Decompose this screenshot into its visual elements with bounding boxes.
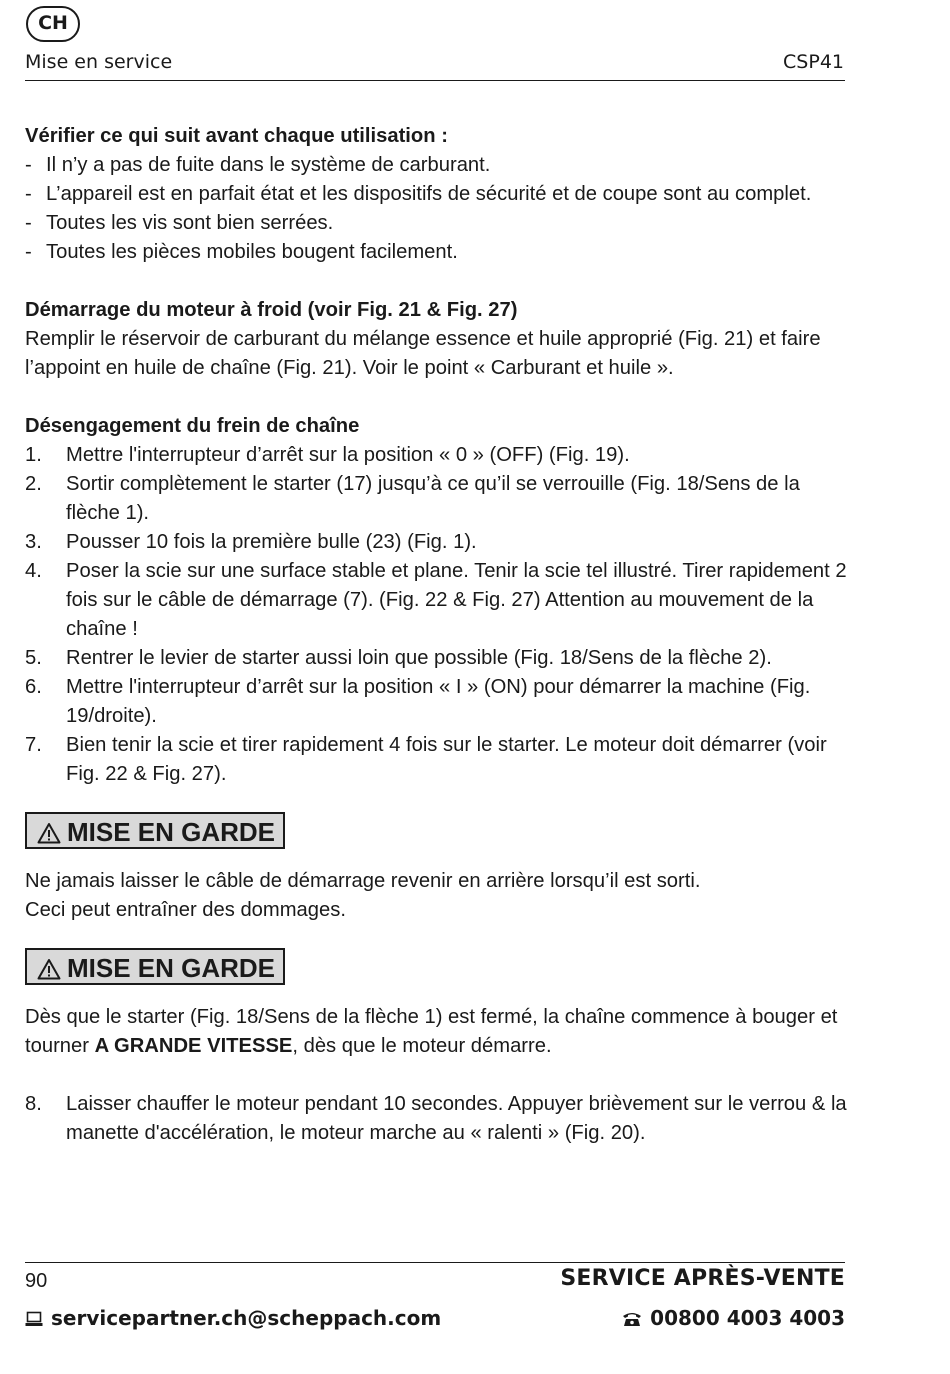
cold-start-text: Remplir le réservoir de carburant du mélange essence et huile approprié (Fig. 21) et faire l’appoint en huile de chaîne (Fig. 21). Voir le point « Carburant et huile ». (25, 328, 821, 379)
warning-text: Ne jamais laisser le câble de démarrage revenir en arrière lorsqu’il est sorti. (25, 870, 701, 892)
check-heading: Vérifier ce qui suit avant chaque utilisation : (25, 125, 448, 147)
warning-text: Dès que le starter (Fig. 18/Sens de la flèche 1) est fermé, la chaîne commence à bouger et tourner A GRANDE VITESSE, dès que le moteur démarre. (25, 1006, 838, 1057)
section-title: Mise en service (25, 51, 173, 73)
step-item: 4. Poser la scie sur une surface stable et plane. Tenir la scie tel illustré. Tirer rapidement 2 fois sur le câble de démarrage (7). (Fig. 22 & Fig. 27) Attention au mouvement de la chaîne ! (25, 560, 847, 640)
main-content (25, 122, 847, 1148)
brake-heading: Désengagement du frein de chaîne (25, 415, 360, 437)
model-name: CSP41 (783, 51, 844, 73)
computer-icon (25, 1311, 43, 1327)
step-item: 7. Bien tenir la scie et tirer rapidement 4 fois sur le starter. Le moteur doit démarrer (voir Fig. 22 & Fig. 27). (25, 734, 827, 785)
check-item: - Il n’y a pas de fuite dans le système de carburant. (25, 154, 491, 176)
service-email[interactable]: servicepartner.ch@scheppach.com (25, 1306, 441, 1330)
page-number: 90 (25, 1270, 48, 1292)
country-badge: CH (26, 6, 80, 42)
warning-triangle-icon (37, 958, 61, 980)
service-phone[interactable]: 00800 4003 4003 (622, 1306, 845, 1330)
check-item: - Toutes les pièces mobiles bougent facilement. (25, 241, 458, 263)
footer-divider (25, 1262, 845, 1263)
step-item: 3. Pousser 10 fois la première bulle (23) (Fig. 1). (25, 531, 477, 553)
service-title: SERVICE APRÈS-VENTE (560, 1266, 845, 1291)
cold-start-heading: Démarrage du moteur à froid (voir Fig. 21 & Fig. 27) (25, 299, 518, 321)
warning-triangle-icon (37, 822, 61, 844)
step-item: 5. Rentrer le levier de starter aussi loin que possible (Fig. 18/Sens de la flèche 2). (25, 647, 772, 669)
phone-icon (622, 1311, 642, 1327)
step-item: 2. Sortir complètement le starter (17) jusqu’à ce qu’il se verrouille (Fig. 18/Sens de la flèche 1). (25, 473, 800, 524)
warning-label: MISE EN GARDE (25, 948, 285, 985)
step-item: 1. Mettre l'interrupteur d’arrêt sur la position « 0 » (OFF) (Fig. 19). (25, 444, 630, 466)
warning-label: MISE EN GARDE (25, 812, 285, 849)
step-item: 8. Laisser chauffer le moteur pendant 10 secondes. Appuyer brièvement sur le verrou & la manette d'accélération, le moteur marche au « ralenti » (Fig. 20). (25, 1093, 847, 1144)
check-item: - Toutes les vis sont bien serrées. (25, 212, 334, 234)
warning-text: Ceci peut entraîner des dommages. (25, 899, 346, 921)
check-item: - L’appareil est en parfait état et les dispositifs de sécurité et de coupe sont au complet. (25, 183, 812, 205)
header-divider (25, 80, 845, 81)
step-item: 6. Mettre l'interrupteur d’arrêt sur la position « I » (ON) pour démarrer la machine (Fig. 19/droite). (25, 676, 811, 727)
